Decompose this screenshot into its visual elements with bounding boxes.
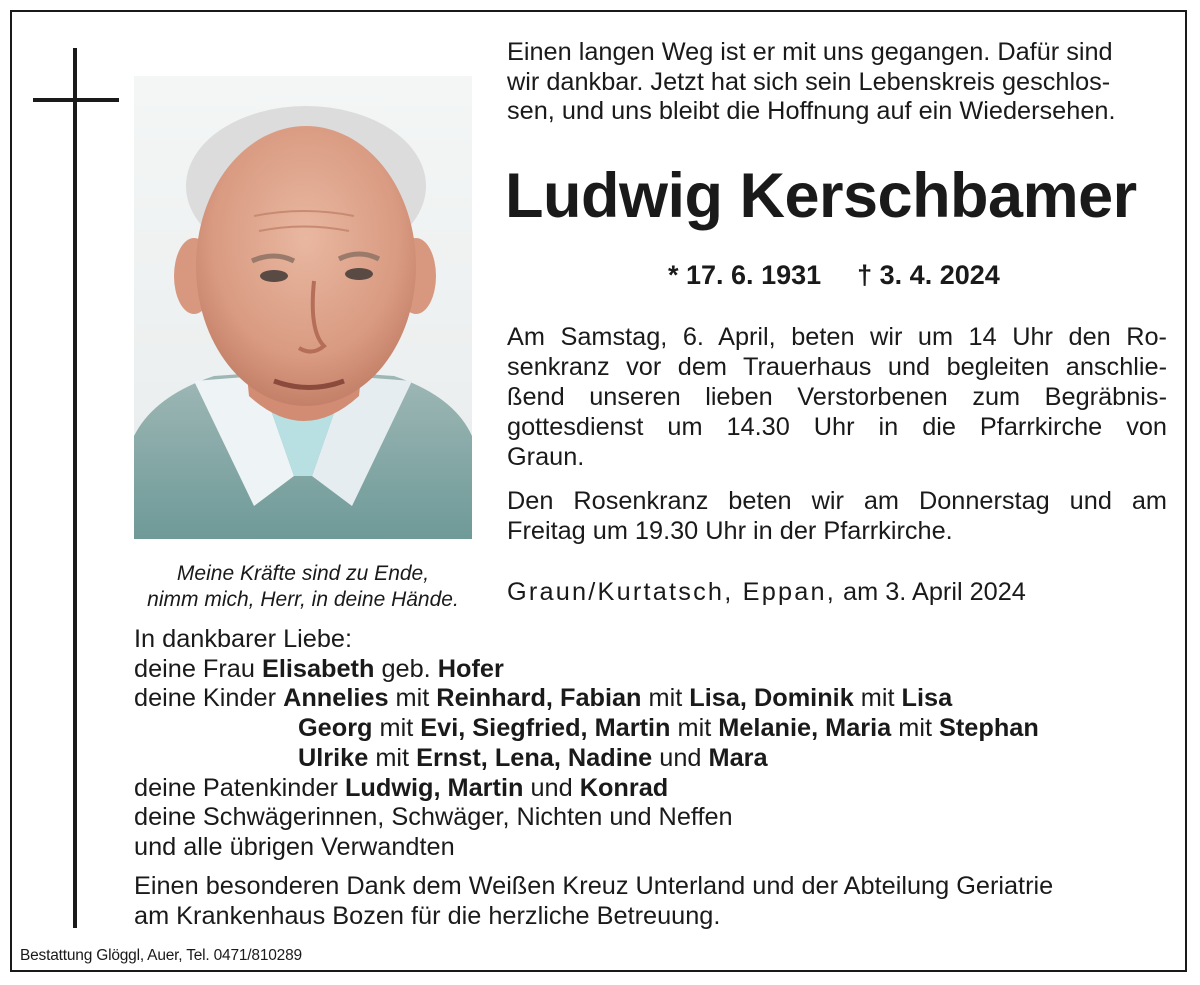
- cross-horizontal-icon: [33, 98, 119, 102]
- family-member-name: Melanie, Maria: [718, 714, 892, 743]
- family-member-name: Lisa: [901, 684, 953, 713]
- family-children-row: [134, 744, 1174, 774]
- family-connector: mit: [641, 684, 690, 713]
- family-children-row: [134, 684, 1174, 714]
- family-connector: mit: [388, 684, 437, 713]
- wife-mid: geb.: [374, 654, 438, 683]
- family-connector: und: [523, 773, 580, 802]
- family-connector: mit: [670, 714, 719, 743]
- portrait-photo: [134, 76, 472, 539]
- deceased-name: Ludwig Kerschbamer: [505, 161, 1137, 231]
- family-children-row: [134, 714, 1174, 744]
- family-member-name: Reinhard, Fabian: [436, 684, 642, 713]
- children-prefix: deine Kinder: [134, 684, 284, 713]
- family-connector: deine Patenkinder: [134, 773, 345, 802]
- place-date: am 3. April 2024: [836, 578, 1026, 606]
- family-member-name: Evi, Siegfried, Martin: [420, 714, 671, 743]
- caption-line: nimm mich, Herr, in deine Hände.: [147, 588, 459, 611]
- family-inlaws: deine Schwägerinnen, Schwäger, Nichten und Neffen: [134, 803, 733, 832]
- family-member-name: Ludwig, Martin: [344, 773, 524, 802]
- funeral-line: gottesdienst um 14.30 Uhr in die Pfarrkirche von: [507, 413, 1167, 441]
- funeral-paragraph: [507, 322, 1167, 472]
- family-member-name: Georg: [298, 714, 373, 743]
- wife-name: Elisabeth: [261, 654, 375, 683]
- life-dates: [668, 260, 1000, 291]
- funeral-line: Am Samstag, 6. April, beten wir um 14 Uhr den Ro-: [507, 323, 1167, 351]
- birth-date: * 17. 6. 1931: [668, 260, 822, 290]
- quote-line: wir dankbar. Jetzt hat sich sein Lebenskreis geschlos-: [507, 67, 1111, 96]
- quote-line: Einen langen Weg ist er mit uns gegangen. Dafür sind: [507, 38, 1113, 66]
- family-member-name: Lisa, Dominik: [689, 684, 854, 713]
- thanks-paragraph: [134, 872, 1174, 931]
- thanks-line: am Krankenhaus Bozen für die herzliche Betreuung.: [134, 901, 721, 930]
- family-connector: mit: [368, 743, 417, 772]
- family-intro: In dankbarer Liebe:: [134, 625, 352, 653]
- cross-vertical-icon: [73, 48, 77, 928]
- family-connector: mit: [853, 684, 902, 713]
- family-connector: mit: [891, 714, 939, 743]
- place-and-date: [507, 577, 1026, 607]
- family-member-name: Mara: [708, 743, 768, 772]
- family-member-name: Konrad: [579, 773, 669, 802]
- funeral-line: senkranz vor dem Trauerhaus und begleiten anschlie-: [507, 353, 1167, 381]
- family-member-name: Ernst, Lena, Nadine: [416, 743, 653, 772]
- wife-maiden: Hofer: [437, 654, 504, 683]
- funeral-line: Graun.: [507, 443, 585, 471]
- family-member-name: Ulrike: [298, 743, 369, 772]
- family-member-name: Stephan: [939, 714, 1039, 743]
- undertaker-info: Bestattung Glöggl, Auer, Tel. 0471/810289: [20, 947, 302, 964]
- family-list: [134, 625, 1174, 863]
- family-wife: [134, 655, 1174, 685]
- family-relatives: und alle übrigen Verwandten: [134, 832, 455, 861]
- thanks-line: Einen besonderen Dank dem Weißen Kreuz Unterland und der Abteilung Geriatrie: [134, 872, 1054, 900]
- funeral-line: ßend unseren lieben Verstorbenen zum Begräbnis-: [507, 383, 1167, 411]
- family-member-name: Annelies: [283, 684, 389, 713]
- family-connector: und: [652, 743, 709, 772]
- family-godchildren: [134, 774, 1174, 804]
- family-connector: mit: [372, 714, 421, 743]
- rosary-line: Den Rosenkranz beten wir am Donnerstag und am: [507, 487, 1167, 515]
- place-towns: Graun/Kurtatsch, Eppan,: [507, 578, 837, 606]
- wife-prefix: deine Frau: [134, 654, 262, 683]
- photo-caption: [124, 561, 482, 613]
- rosary-paragraph: [507, 486, 1167, 546]
- rosary-line: Freitag um 19.30 Uhr in der Pfarrkirche.: [507, 517, 953, 545]
- memorial-quote: [507, 38, 1167, 127]
- death-date: † 3. 4. 2024: [857, 260, 1000, 290]
- quote-line: sen, und uns bleibt die Hoffnung auf ein Wiedersehen.: [507, 97, 1116, 125]
- caption-line: Meine Kräfte sind zu Ende,: [176, 562, 430, 585]
